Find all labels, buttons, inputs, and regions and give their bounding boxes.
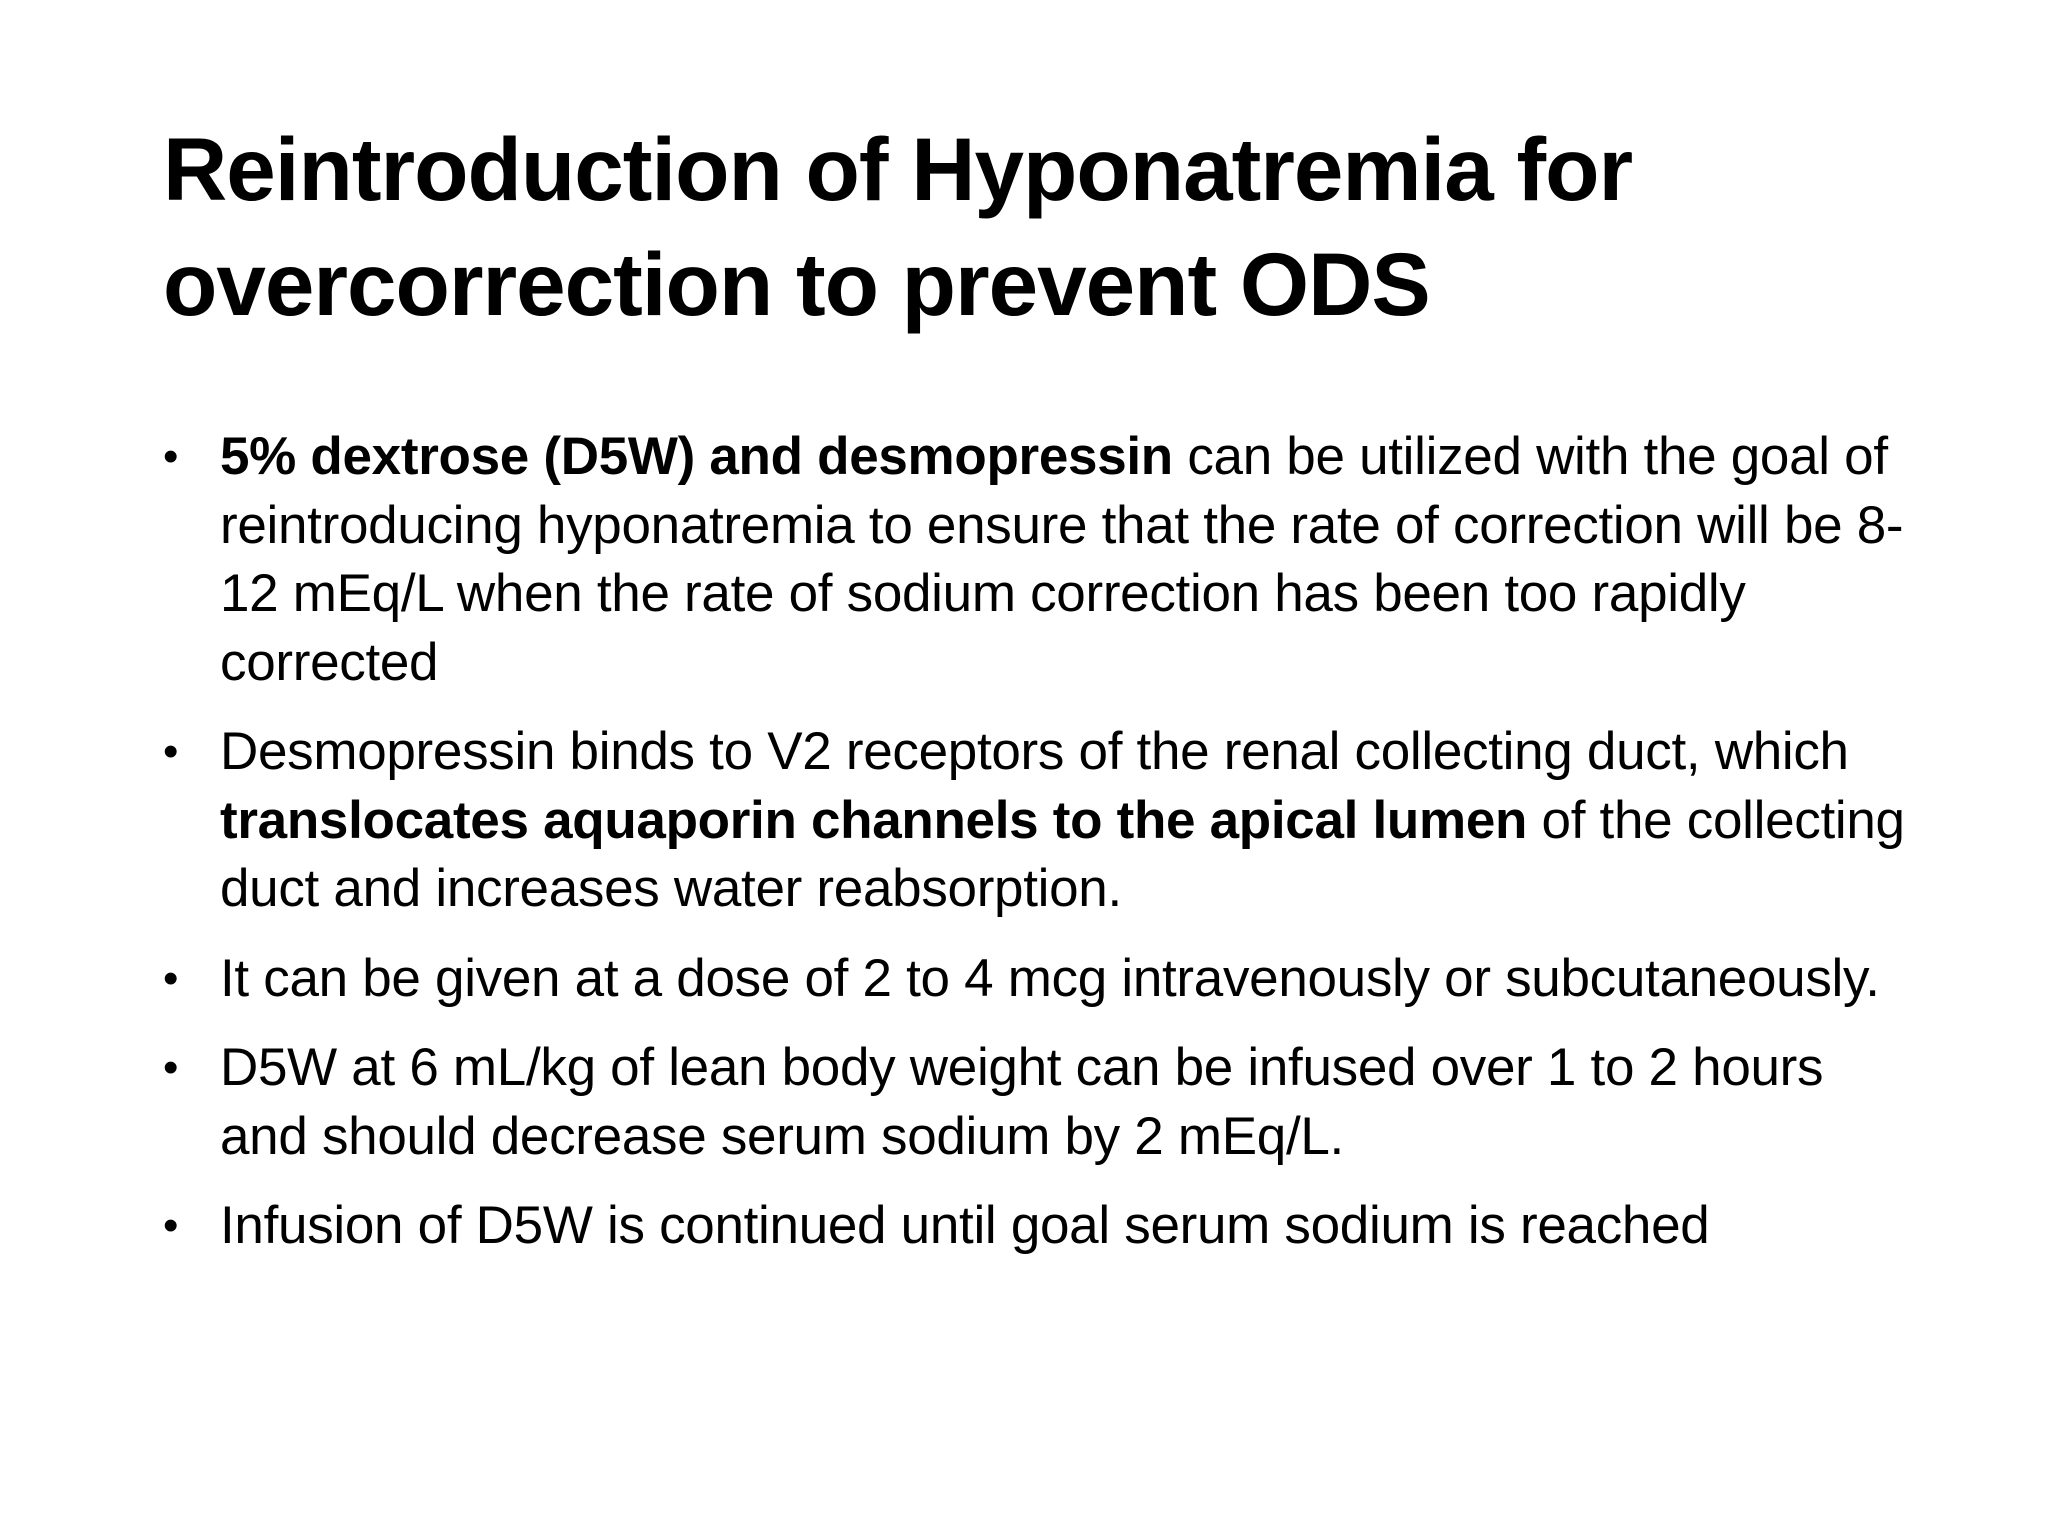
bullet-2-text-before: Desmopressin binds to V2 receptors of the renal collecting duct, which	[220, 722, 1849, 781]
bullet-icon: •	[163, 727, 179, 776]
bullet-2-text-after: of the collecting duct and increases water reabsorption.	[220, 790, 1905, 918]
bullet-icon: •	[163, 1201, 179, 1250]
bullet-2-bold-mid: translocates aquaporin channels to the apical lumen	[220, 790, 1528, 850]
bullet-item-2	[163, 718, 1923, 924]
bullet-3-text: It can be given at a dose of 2 to 4 mcg intravenously or subcutaneously.	[220, 948, 1880, 1008]
bullet-item-5	[163, 1192, 1923, 1261]
bullet-item-1	[163, 423, 1923, 697]
bullet-list	[163, 423, 1923, 1282]
bullet-1-text: can be utilized with the goal of reintroducing hyponatremia to ensure that the rate of correction will be 8-12 mEq/L when the rate of sodium correction has been too rapidly corrected	[220, 427, 1904, 692]
bullet-item-3	[163, 945, 1923, 1014]
bullet-5-text: Infusion of D5W is continued until goal serum sodium is reached	[220, 1196, 1710, 1255]
bullet-icon: •	[163, 953, 179, 1003]
bullet-item-4	[163, 1034, 1923, 1171]
bullet-1-bold-lead: 5% dextrose (D5W) and desmopressin	[220, 427, 1173, 486]
bullet-icon: •	[163, 1043, 179, 1092]
bullet-4-text: D5W at 6 mL/kg of lean body weight can be infused over 1 to 2 hours and should decrease serum sodium by 2 mEq/L.	[220, 1038, 1824, 1166]
bullet-icon: •	[163, 432, 179, 481]
slide-title: Reintroduction of Hyponatremia for overcorrection to prevent ODS	[163, 119, 1633, 334]
